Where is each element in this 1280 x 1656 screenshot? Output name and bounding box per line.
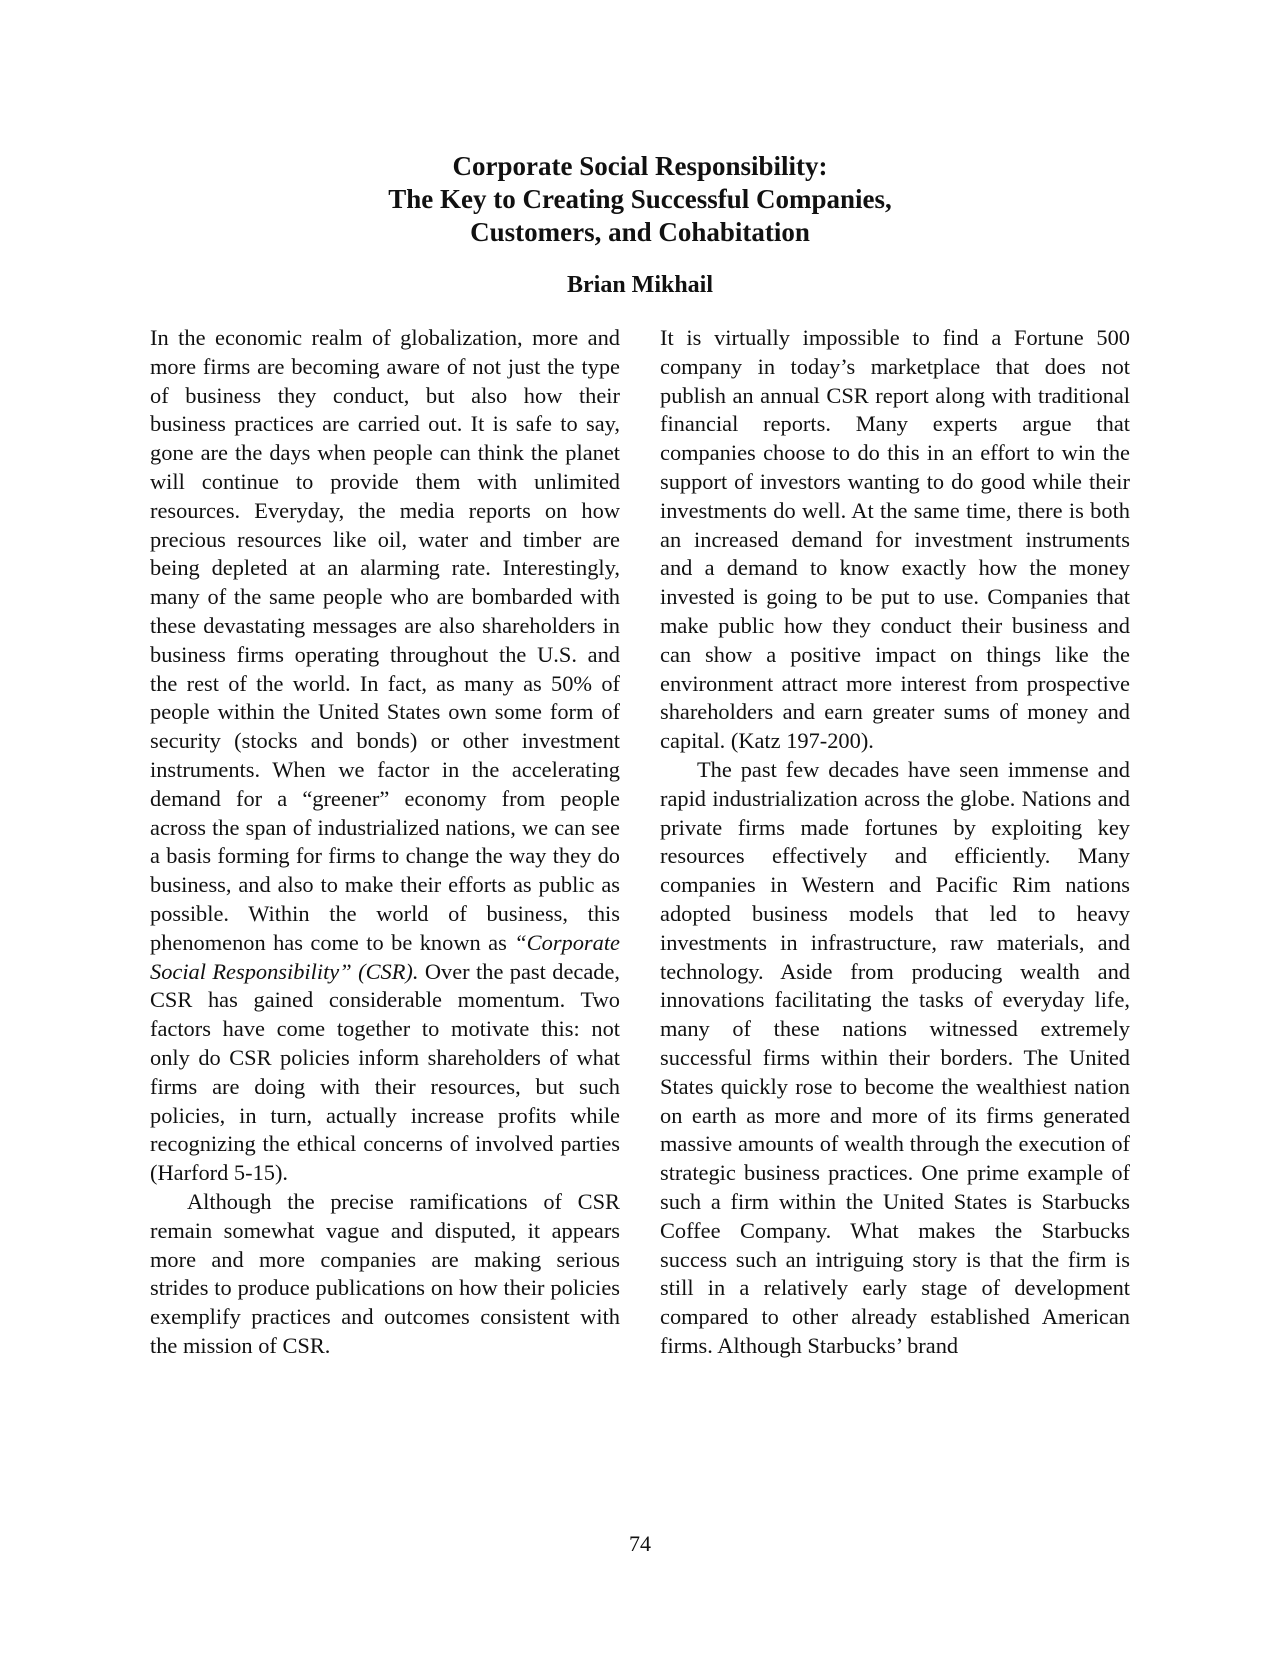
- left-p1-text-a: In the economic realm of globalization, more and more firms are becoming aware of not just the type of business they conduct, but also how their business practices are carried out. It is safe to say, gone are the days when people can think the planet will continue to provide them with unlimited resources. Everyday, the media reports on how precious resources like oil, water and timber are being depleted at an alarming rate. Interestingly, many of the same people who are bombarded with these devastating messages are also shareholders in business firms operating throughout the U.S. and the rest of the world. In fact, as many as 50% of people within the United States own some form of security (stocks and bonds) or other investment instruments. When we factor in the accelerating demand for a “greener” economy from people across the span of industrialized nations, we can see a basis forming for firms to change the way they do business, and also to make their efforts as public as possible. Within the world of business, this phenomenon has come to be known as: [150, 325, 620, 955]
- right-column: [660, 324, 1130, 1361]
- csr-term: “Corporate Social Responsibility” (CSR).: [150, 929, 620, 984]
- left-paragraph-2: Although the precise ramifications of CSR remain somewhat vague and disputed, it appears more and more companies are making serious strides to produce publications on how their policies exemplify practices and outcomes consistent with the mission of CSR.: [150, 1188, 620, 1358]
- left-column: [150, 324, 620, 1361]
- page-number: 74: [629, 1531, 651, 1556]
- left-paragraph-1: [150, 324, 620, 1188]
- right-paragraph-2: The past few decades have seen immense and rapid industrialization across the globe. Nations and private firms made fortunes by exploiting key resources effectively and efficiently. Many companies in Western and Pacific Rim nations adopted business models that led to heavy investments in infrastructure, raw materials, and technology. Aside from producing wealth and innovations facilitating the tasks of everyday life, many of these nations witnessed extremely successful firms within their borders. The United States quickly rose to become the wealthiest nation on earth as more and more of its firms generated massive amounts of wealth through the execution of strategic business practices. One prime example of such a firm within the United States is Starbucks Coffee Company. What makes the Starbucks success such an intriguing story is that the firm is still in a relatively early stage of development compared to other already established American firms. Although Starbucks’ brand: [660, 756, 1130, 1358]
- left-p1-text-b: Over the past decade, CSR has gained considerable momentum. Two factors have come together to motivate this: not only do CSR policies inform shareholders of what firms are doing with their resources, but such policies, in turn, actually increase profits while recognizing the ethical concerns of involved parties (Harford 5-15).: [150, 958, 621, 1186]
- right-paragraph-1: It is virtually impossible to find a Fortune 500 company in today’s marketplace that does not publish an annual CSR report along with traditional financial reports. Many experts argue that companies choose to do this in an effort to win the support of investors wanting to do good while their investments do well. At the same time, there is both an increased demand for investment instruments and a demand to know exactly how the money invested is going to be put to use. Companies that make public how they conduct their business and can show a positive impact on things like the environment attract more interest from prospective shareholders and earn greater sums of money and capital. (Katz 197-200).: [660, 325, 1130, 754]
- title-line-2: The Key to Creating Successful Companies,: [388, 184, 892, 214]
- paper-title: [0, 150, 1280, 249]
- author-name: Brian Mikhail: [566, 272, 714, 298]
- title-line-1: Corporate Social Responsibility:: [452, 151, 828, 181]
- title-line-3: Customers, and Cohabitation: [470, 217, 810, 247]
